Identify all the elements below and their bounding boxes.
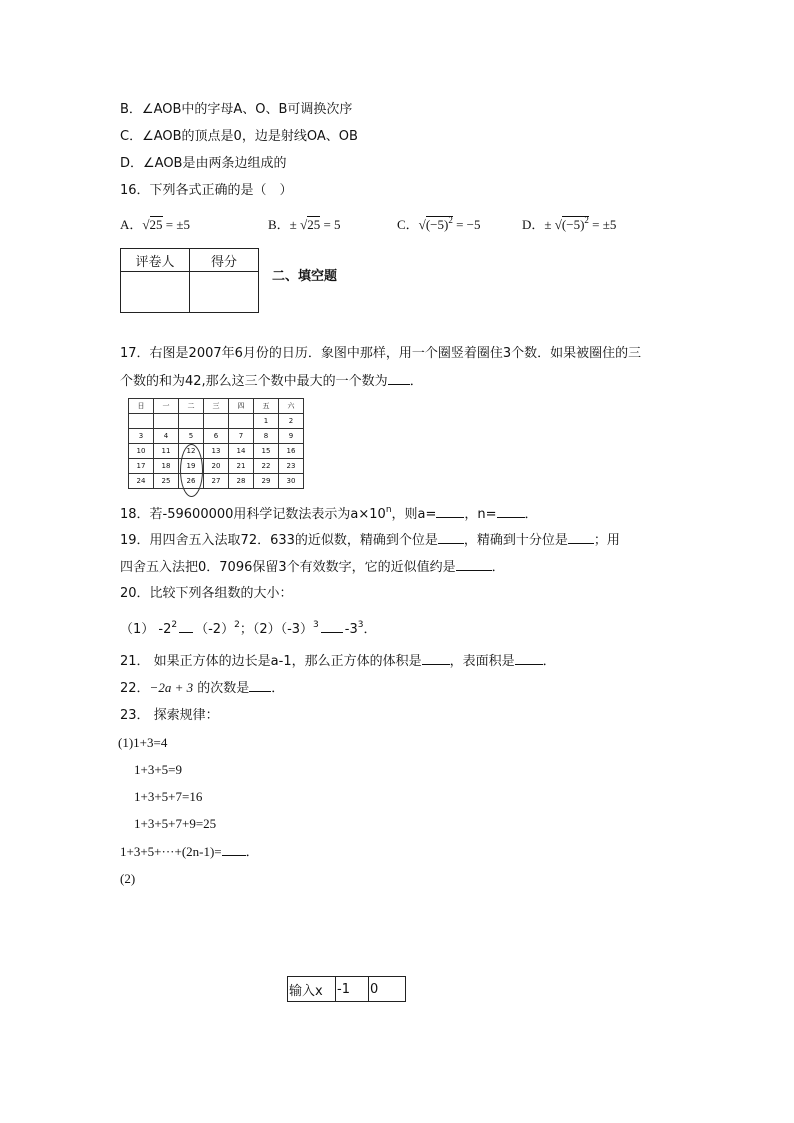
q15-option-b: B．∠AOB中的字母A、O、B可调换次序 (120, 102, 353, 117)
calendar-cell (129, 414, 154, 429)
grader-table (120, 248, 259, 313)
calendar-row (129, 414, 304, 429)
input-value-cell: 0 (369, 977, 406, 1002)
q21-line: 21． 如果正方体的边长是a-1，那么正方体的体积是 ，表面积是 ． (120, 654, 556, 669)
calendar-cell: 8 (254, 429, 279, 444)
input-output-table (287, 976, 406, 1002)
calendar-cell: 3 (129, 429, 154, 444)
q17-line2: 个数的和为42,那么这三个数中最大的一个数为 ． (120, 374, 423, 389)
calendar-header: 三 (204, 399, 229, 414)
section-title: 二、填空题 (272, 269, 338, 284)
q16-option-c: C．$√(-5)^2 = -5$ (397, 215, 481, 232)
q21-blank-area[interactable] (515, 652, 543, 665)
june-calendar (128, 398, 304, 489)
calendar-header: 四 (229, 399, 254, 414)
calendar-cell: 25 (154, 474, 179, 489)
q23-general: 1+3+5+···+(2n-1)= ． (120, 844, 259, 859)
score-cell (190, 272, 259, 313)
calendar-header: 五 (254, 399, 279, 414)
q17-line1: 17．右图是2007年6月份的日历．象图中那样，用一个圈竖着圈住3个数．如果被圈住的三 (120, 346, 642, 361)
calendar-cell: 21 (229, 459, 254, 474)
score-header: 得分 (190, 249, 259, 272)
q16-option-b: B．± √25 = 5 (268, 217, 341, 232)
calendar-cell: 20 (204, 459, 229, 474)
q15-option-c: C．∠AOB的顶点是0，边是射线OA、OB (120, 129, 358, 144)
q18-line: 18．若-59600000用科学记数法表示为$a\times 10^n$，则a= ，n= ． (120, 505, 538, 522)
calendar-cell: 2 (279, 414, 304, 429)
q19-line1: 19．用四舍五入法取72．633的近似数，精确到个位是 ，精确到十分位是 ；用 (120, 533, 620, 548)
calendar-cell: 1 (254, 414, 279, 429)
calendar-cell: 23 (279, 459, 304, 474)
q21-blank-volume[interactable] (422, 652, 450, 665)
calendar-cell: 9 (279, 429, 304, 444)
q20-blank-2[interactable] (321, 620, 343, 633)
q23-blank[interactable] (222, 843, 246, 856)
calendar-row (129, 444, 304, 459)
q23-pattern-2: 1+3+5=9 (134, 762, 182, 777)
q19-blank-2[interactable] (568, 531, 594, 544)
q23-pattern-1: (1)1+3=4 (118, 735, 168, 750)
calendar-row (129, 429, 304, 444)
calendar-row (129, 459, 304, 474)
calendar-cell: 11 (154, 444, 179, 459)
calendar-cell: 18 (154, 459, 179, 474)
q18-blank-n[interactable] (497, 505, 525, 518)
q19-blank-1[interactable] (438, 531, 464, 544)
q19-line2: 四舍五入法把0．7096保留3个有效数字，它的近似值约是 ． (120, 560, 505, 575)
calendar-cell: 27 (204, 474, 229, 489)
calendar-circle-marker (180, 444, 203, 497)
q23-stem: 23． 探索规律： (120, 708, 219, 723)
calendar-cell: 22 (254, 459, 279, 474)
calendar-cell (179, 414, 204, 429)
calendar-cell: 29 (254, 474, 279, 489)
q16-option-a: A．√25 = ±5 (120, 217, 190, 232)
q20-blank-1[interactable] (179, 620, 193, 633)
reviewer-cell (121, 272, 190, 313)
calendar-cell: 5 (179, 429, 204, 444)
q22-blank[interactable] (249, 679, 271, 692)
calendar-header: 二 (179, 399, 204, 414)
calendar-cell (154, 414, 179, 429)
calendar-cell: 16 (279, 444, 304, 459)
calendar-header: 六 (279, 399, 304, 414)
q23-pattern-4: 1+3+5+7+9=25 (134, 816, 217, 831)
calendar-header: 日 (129, 399, 154, 414)
calendar-cell: 10 (129, 444, 154, 459)
calendar-cell: 13 (204, 444, 229, 459)
q20-stem: 20．比较下列各组数的大小： (120, 586, 293, 601)
calendar-cell (229, 414, 254, 429)
input-label-cell: 输入x (288, 977, 336, 1002)
calendar-cell: 26 (179, 474, 204, 489)
calendar-header: 一 (154, 399, 179, 414)
q16-option-d: D．± $√(-5)^2 = \pm 5$ (522, 215, 617, 232)
calendar-cell: 15 (254, 444, 279, 459)
calendar-cell: 24 (129, 474, 154, 489)
calendar-cell: 28 (229, 474, 254, 489)
calendar-cell: 14 (229, 444, 254, 459)
calendar-cell: 7 (229, 429, 254, 444)
input-value-cell: -1 (336, 977, 369, 1002)
calendar-cell: 4 (154, 429, 179, 444)
reviewer-header: 评卷人 (121, 249, 190, 272)
q18-blank-a[interactable] (436, 505, 464, 518)
q23-pattern-3: 1+3+5+7=16 (134, 789, 203, 804)
calendar-cell (204, 414, 229, 429)
calendar-cell: 30 (279, 474, 304, 489)
q19-blank-3[interactable] (456, 558, 492, 571)
q15-option-d: D．∠AOB是由两条边组成的 (120, 156, 287, 171)
calendar-cell: 6 (204, 429, 229, 444)
q20-parts: （1） $-2^2$ $(-2)^2$；$(2)(-3)^3$ $-3^3$． (120, 620, 377, 637)
calendar-cell: 17 (129, 459, 154, 474)
q22-line: 22．−2a + 3 的次数是 ． (120, 680, 285, 696)
calendar-row (129, 474, 304, 489)
calendar-cell: 12 (179, 444, 204, 459)
q16-stem: 16．下列各式正确的是（ ） (120, 183, 293, 198)
calendar-header-row (129, 399, 304, 414)
q17-blank[interactable] (388, 372, 410, 385)
calendar-cell: 19 (179, 459, 204, 474)
q23-part-2: (2) (120, 871, 136, 886)
